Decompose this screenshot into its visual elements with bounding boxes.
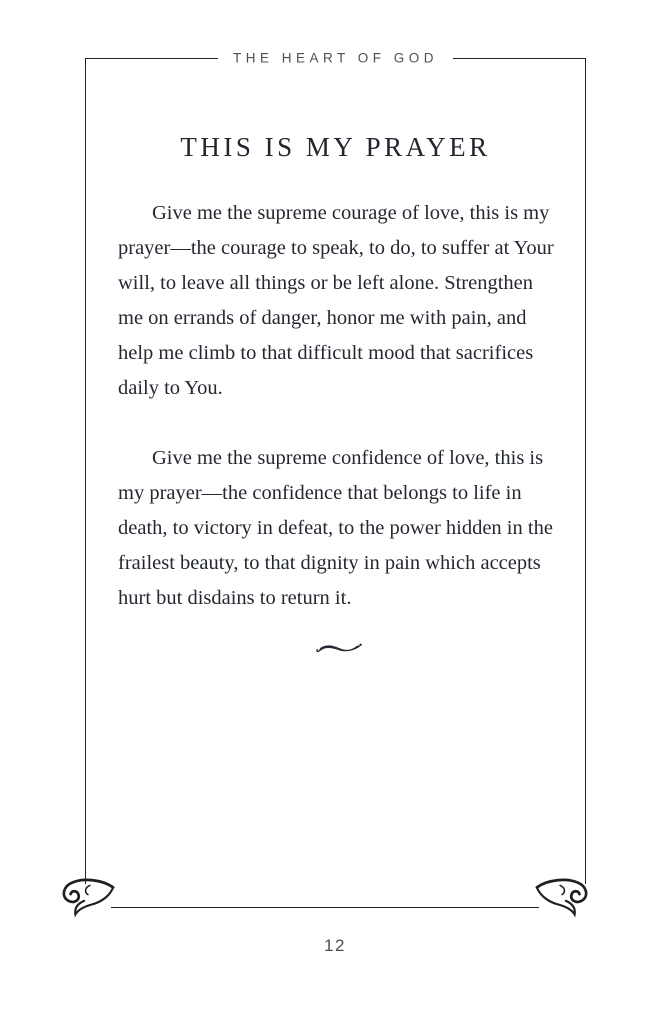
swash-divider-icon <box>118 632 559 667</box>
bottom-border-rule <box>111 907 539 908</box>
corner-flourish-left-icon <box>58 877 116 919</box>
prayer-paragraph: Give me the supreme confidence of love, this is my prayer—the confidence that belongs to life in death, to victory in defeat, to the power hidden in the frailest beauty, to that dignity in pain which accepts hurt but disdains to return it. <box>118 447 553 609</box>
corner-flourish-right-icon <box>534 877 592 919</box>
page-title: THIS IS MY PRAYER <box>180 132 491 162</box>
running-header-label: THE HEART OF GOD <box>218 47 453 69</box>
prayer-paragraph: Give me the supreme courage of love, this is my prayer—the courage to speak, to do, to suffer at Your will, to leave all things or be left alone. Strengthen me on errands of danger, honor me with pain, and help me climb to that difficult mood that sacrifices daily to You. <box>118 202 554 399</box>
prayer-text-block <box>118 196 559 667</box>
running-header <box>85 47 586 69</box>
page-number: 12 <box>324 936 346 955</box>
